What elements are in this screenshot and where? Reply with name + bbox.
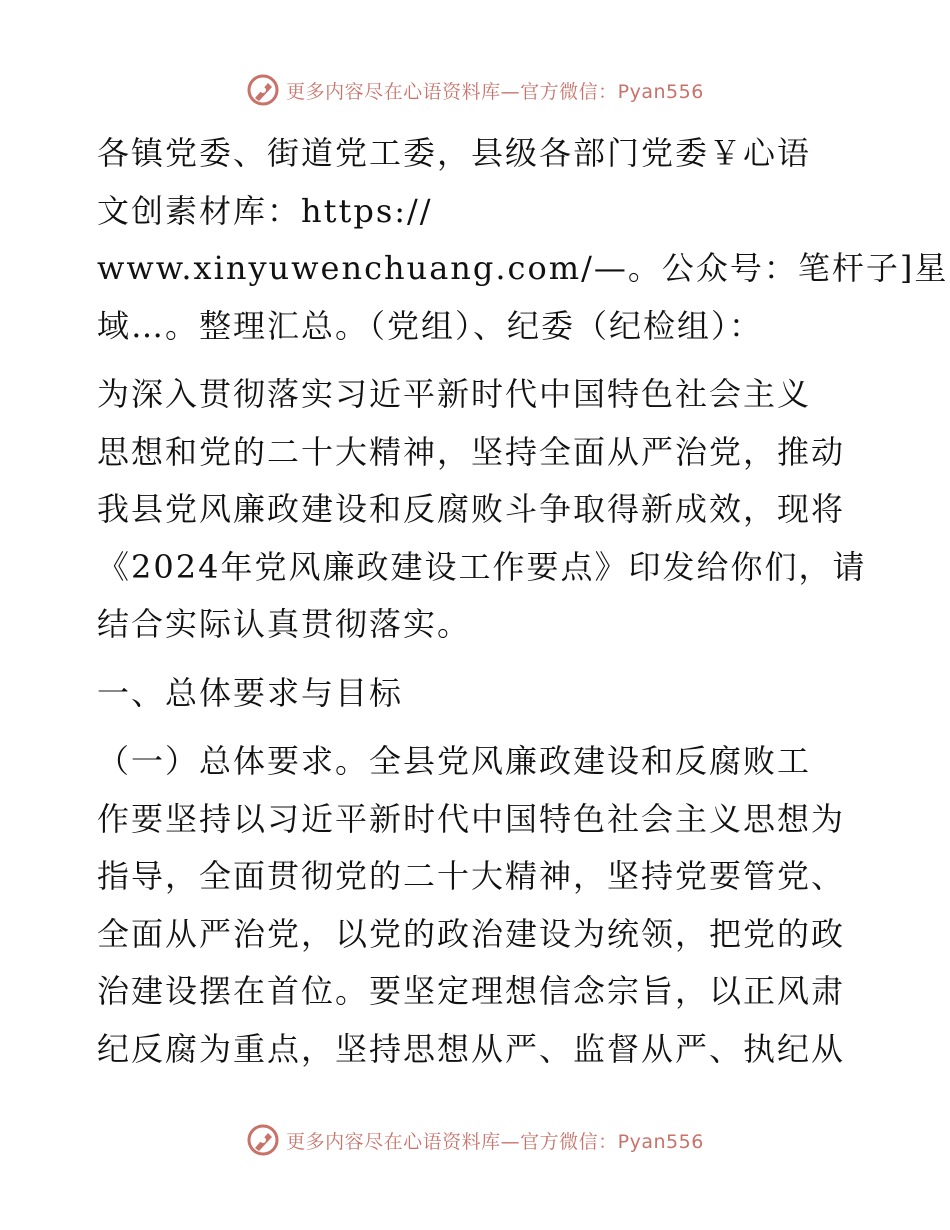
paragraph: [97, 665, 857, 723]
text-line: www.xinyuwenchuang.com/—。公众号：笔杆子]星: [97, 249, 949, 287]
text-line: 《2024年党风廉政建设工作要点》印发给你们，请: [97, 547, 867, 586]
watermark-banner-bottom: [0, 1120, 950, 1160]
text-line: （一）总体要求。全县党风廉政建设和反腐败工: [97, 742, 812, 780]
text-line: 作要坚持以习近平新时代中国特色社会主义思想为: [97, 799, 846, 838]
text-line: 指导，全面贯彻党的二十大精神，坚持党要管党、: [97, 857, 846, 895]
text-line: 一、总体要求与目标: [97, 673, 404, 712]
text-line: 文创素材库：https://: [97, 191, 433, 230]
text-line: 我县党风廉政建设和反腐败斗争取得新成效，现将: [97, 490, 846, 528]
paragraph: [97, 733, 857, 1078]
watermark-banner-top: [0, 70, 950, 110]
document-body: [97, 125, 949, 1089]
text-line: 域…。整理汇总。（党组）、纪委（纪检组）：: [97, 306, 764, 345]
text-line: 各镇党委、街道党工委，县级各部门党委￥心语: [97, 134, 812, 172]
text-line: 思想和党的二十大精神，坚持全面从严治党，推动: [97, 432, 846, 471]
pen-seal-icon: [246, 1123, 280, 1157]
pen-seal-icon: [246, 73, 280, 107]
text-line: 为深入贯彻落实习近平新时代中国特色社会主义: [97, 375, 812, 413]
watermark-text: 更多内容尽在心语资料库—官方微信：Pyan556: [286, 1130, 704, 1153]
paragraph: [97, 366, 867, 654]
text-line: 全面从严治党，以党的政治建设为统领，把党的政: [97, 914, 846, 953]
text-line: 治建设摆在首位。要坚定理想信念宗旨，以正风肃: [97, 972, 846, 1010]
paragraph: [97, 125, 949, 355]
text-line: 纪反腐为重点，坚持思想从严、监督从严、执纪从: [97, 1029, 846, 1068]
watermark-text: 更多内容尽在心语资料库—官方微信：Pyan556: [286, 80, 704, 103]
text-line: 结合实际认真贯彻落实。: [97, 605, 472, 643]
